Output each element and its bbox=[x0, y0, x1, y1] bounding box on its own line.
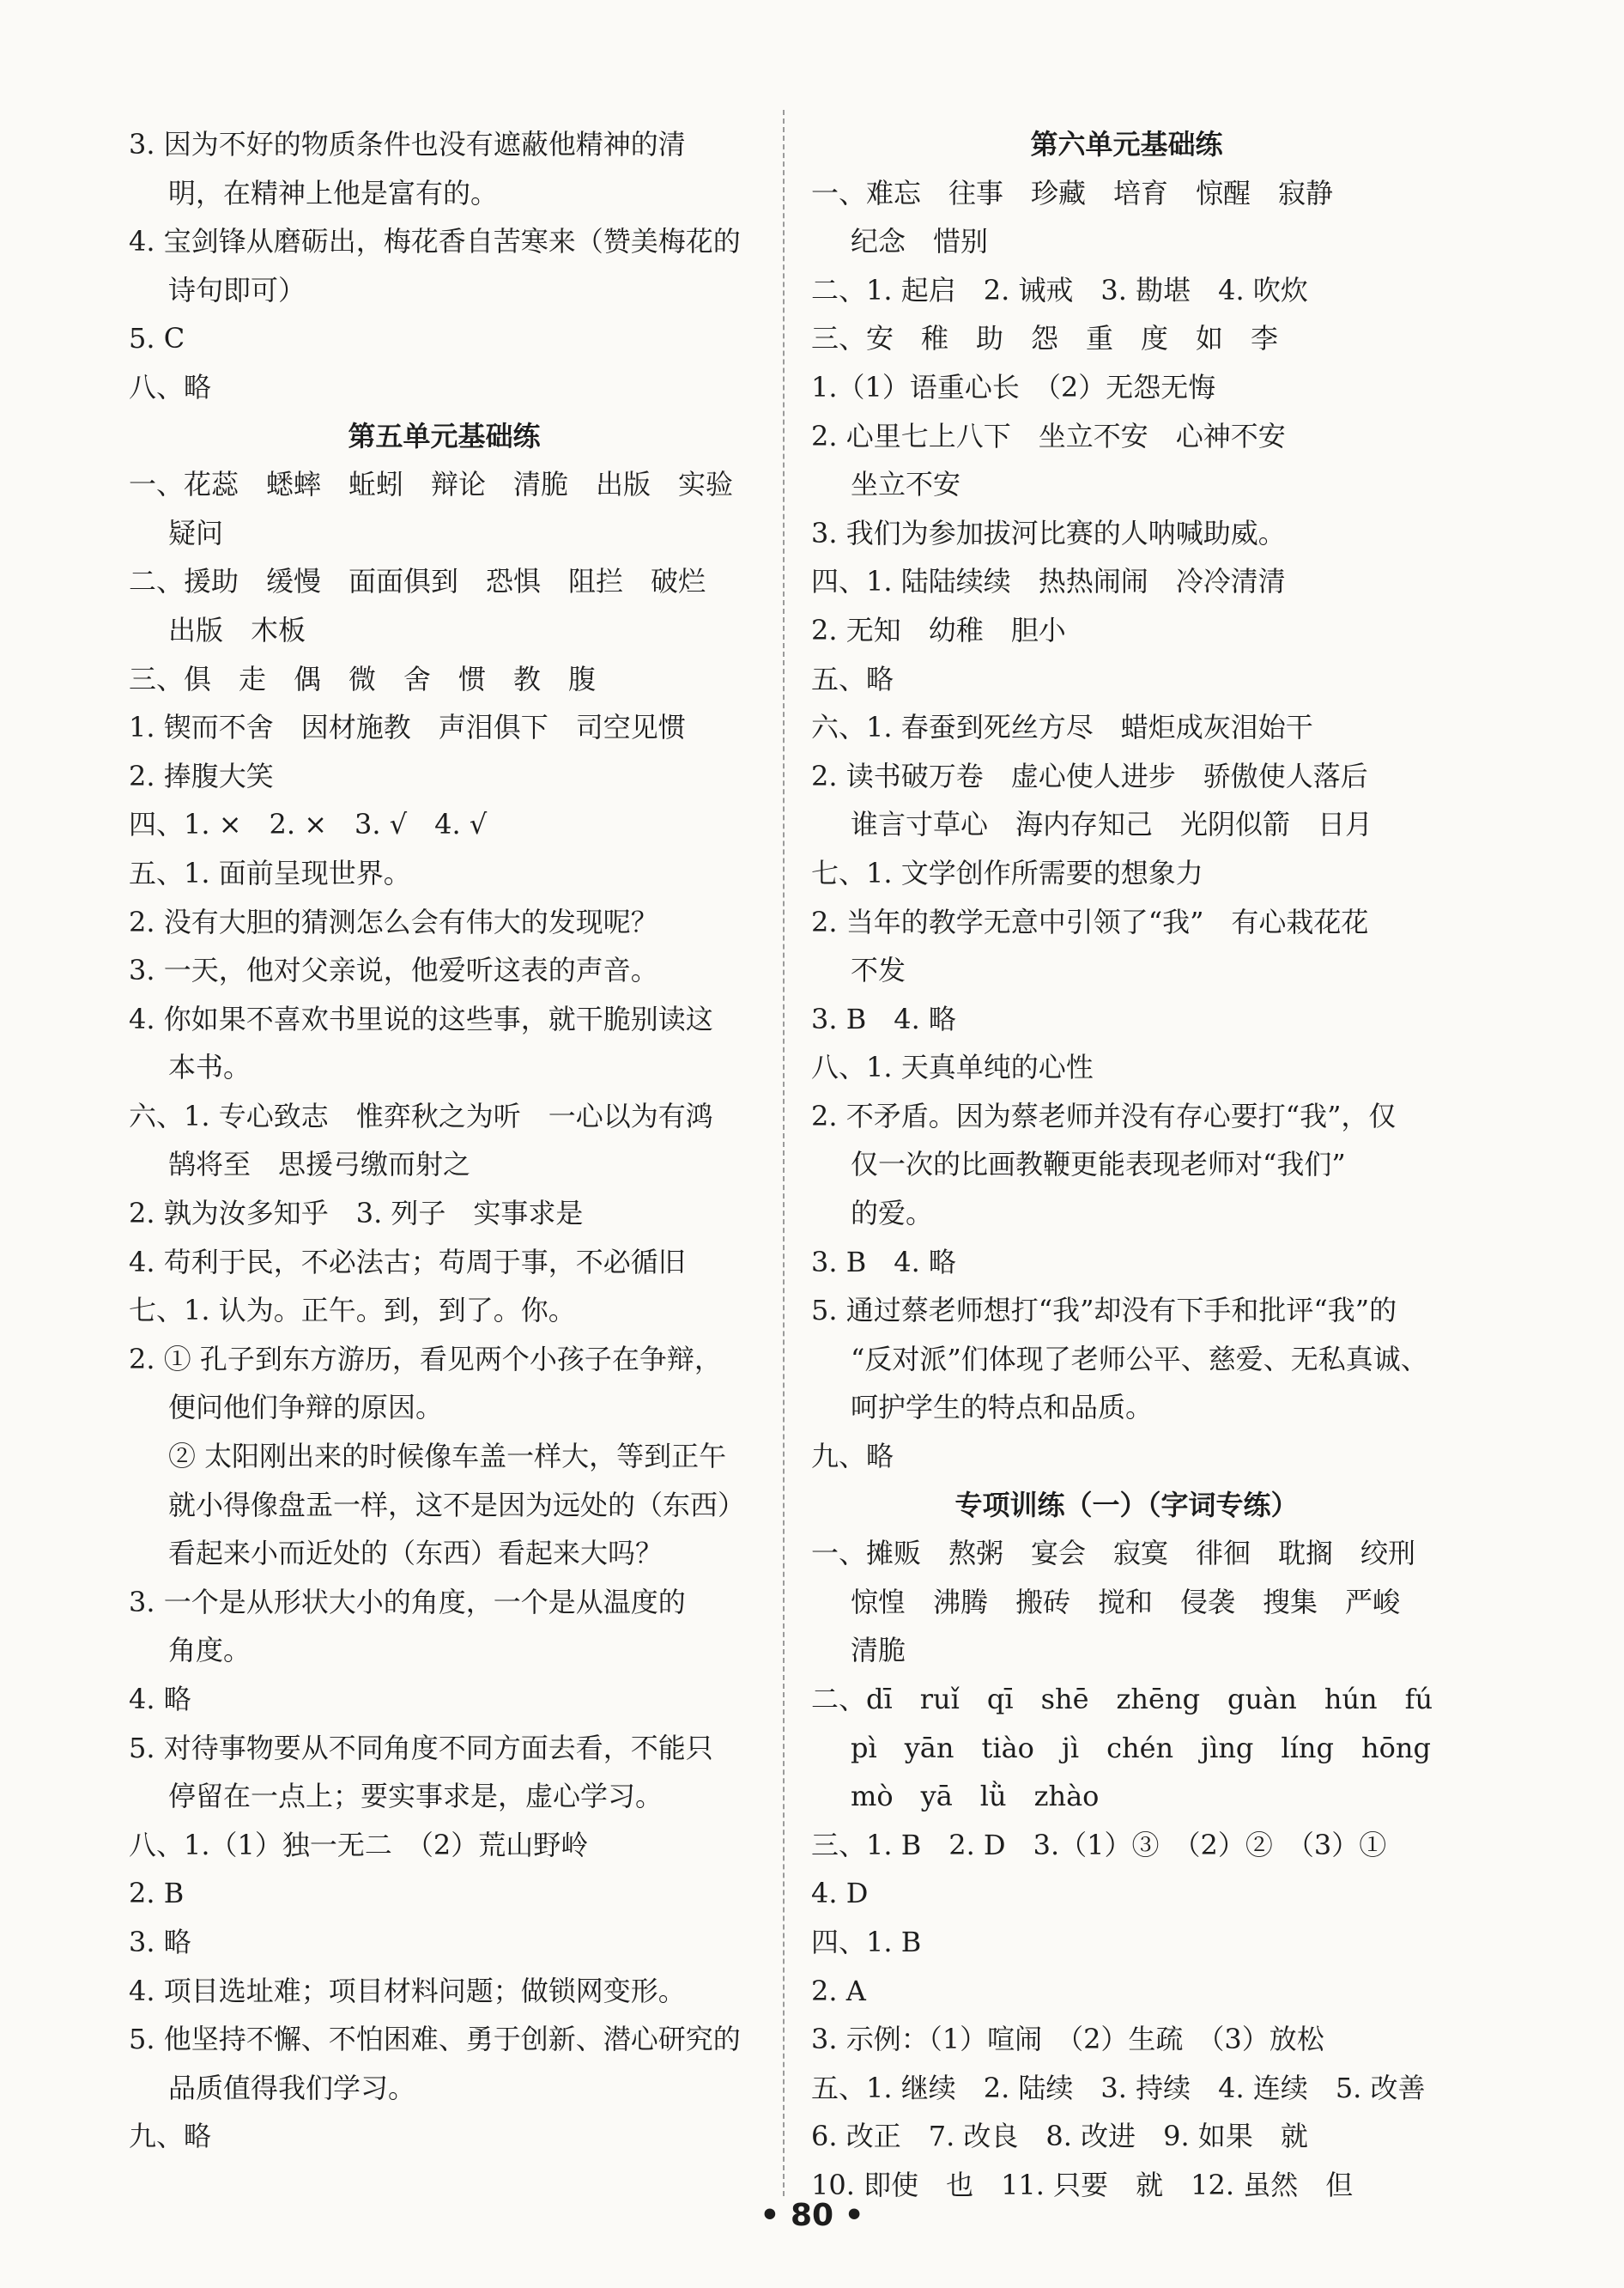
answer-line: 角度。 bbox=[168, 1634, 251, 1667]
answer-line: 二、1. 起启 2. 诫戒 3. 勘堪 4. 吹炊 bbox=[811, 273, 1308, 306]
answer-line: 3. 示例：（1）喧闹 （2）生疏 （3）放松 bbox=[811, 2023, 1324, 2056]
answer-line: 六、1. 春蚕到死丝方尽 蜡炬成灰泪始干 bbox=[811, 711, 1313, 744]
answer-line: 3. B 4. 略 bbox=[811, 1245, 956, 1278]
answer-line: 三、1. B 2. D 3.（1）③ （2）② （3）① bbox=[811, 1828, 1387, 1861]
answer-line: 便问他们争辩的原因。 bbox=[168, 1391, 444, 1424]
answer-line: 1. 锲而不舍 因材施教 声泪俱下 司空见惯 bbox=[129, 711, 686, 744]
answer-line: 2. 不矛盾。因为蔡老师并没有存心要打“我”，仅 bbox=[811, 1099, 1397, 1132]
answer-line: 3. 一个是从形状大小的角度，一个是从温度的 bbox=[129, 1585, 686, 1618]
answer-line: 2. 读书破万卷 虚心使人进步 骄傲使人落后 bbox=[811, 759, 1368, 792]
answer-line: 2. 捧腹大笑 bbox=[129, 759, 274, 792]
answer-line: 2. 当年的教学无意中引领了“我” 有心栽花花 bbox=[811, 905, 1369, 938]
answer-line: 5. 对待事物要从不同角度不同方面去看，不能只 bbox=[129, 1731, 713, 1764]
answer-line: 2. 心里七上八下 坐立不安 心神不安 bbox=[811, 419, 1286, 452]
answer-line: “反对派”们体现了老师公平、慈爱、无私真诚、 bbox=[851, 1342, 1428, 1375]
answer-line: 4. 略 bbox=[129, 1683, 191, 1715]
answer-line: 3. 略 bbox=[129, 1925, 191, 1958]
answer-line: 二、dī ruǐ qī shē zhēng guàn hún fú bbox=[811, 1683, 1433, 1715]
answer-line: 4. 宝剑锋从磨砺出，梅花香自苦寒来（赞美梅花的 bbox=[129, 225, 741, 258]
answer-line: 四、1. × 2. × 3. √ 4. √ bbox=[129, 808, 488, 841]
answer-line: 疑问 bbox=[168, 516, 224, 549]
answer-line: 六、1. 专心致志 惟弈秋之为听 一心以为有鸿 bbox=[129, 1099, 713, 1132]
column-divider bbox=[783, 110, 785, 2196]
answer-line: 看起来小而近处的（东西）看起来大吗？ bbox=[168, 1537, 664, 1570]
answer-line: 仅一次的比画教鞭更能表现老师对“我们” bbox=[851, 1148, 1346, 1181]
answer-line: 5. 通过蔡老师想打“我”却没有下手和批评“我”的 bbox=[811, 1294, 1397, 1327]
answer-line: 八、略 bbox=[129, 370, 212, 404]
answer-line: 出版 木板 bbox=[168, 613, 306, 646]
answer-line: 清脆 bbox=[851, 1634, 906, 1667]
answer-line: 三、安 稚 助 怨 重 度 如 李 bbox=[811, 322, 1279, 355]
answer-line: 四、1. 陆陆续续 热热闹闹 冷冷清清 bbox=[811, 565, 1286, 598]
answer-line: ② 太阳刚出来的时候像车盖一样大，等到正午 bbox=[168, 1440, 727, 1473]
answer-line: 3. 因为不好的物质条件也没有遮蔽他精神的清 bbox=[129, 128, 686, 161]
answer-line: 谁言寸草心 海内存知己 光阴似箭 日月 bbox=[851, 808, 1373, 841]
answer-line: 就小得像盘盂一样，这不是因为远处的（东西） bbox=[168, 1488, 746, 1521]
answer-line: 4. 苟利于民，不必法古；苟周于事，不必循旧 bbox=[129, 1245, 686, 1278]
answer-line: 诗句即可） bbox=[168, 273, 306, 306]
answer-line: 2. 孰为汝多知乎 3. 列子 实事求是 bbox=[129, 1197, 584, 1230]
answer-line: 10. 即使 也 11. 只要 就 12. 虽然 但 bbox=[811, 2168, 1354, 2201]
answer-line: 4. 你如果不喜欢书里说的这些事，就干脆别读这 bbox=[129, 1002, 713, 1035]
answer-line: 惊惶 沸腾 搬砖 搅和 侵袭 搜集 严峻 bbox=[851, 1585, 1401, 1618]
answer-line: 二、援助 缓慢 面面俱到 恐惧 阻拦 破烂 bbox=[129, 565, 706, 598]
answer-line: 五、略 bbox=[811, 662, 894, 695]
answer-line: mò yā lǜ zhào bbox=[851, 1780, 1100, 1813]
answer-line: 5. 他坚持不懈、不怕困难、勇于创新、潜心研究的 bbox=[129, 2023, 741, 2056]
answer-line: 2. 无知 幼稚 胆小 bbox=[811, 613, 1066, 646]
answer-line: 三、俱 走 偶 微 舍 惯 教 腹 bbox=[129, 662, 597, 695]
answer-line: 2. ① 孔子到东方游历，看见两个小孩子在争辩， bbox=[129, 1342, 722, 1375]
answer-line: 1.（1）语重心长 （2）无怨无悔 bbox=[811, 370, 1216, 404]
answer-line: 五、1. 继续 2. 陆续 3. 持续 4. 连续 5. 改善 bbox=[811, 2071, 1426, 2104]
answer-line: 四、1. B bbox=[811, 1925, 922, 1958]
section-title: 专项训练（一）（字词专练） bbox=[954, 1488, 1299, 1521]
answer-line: 停留在一点上；要实事求是，虚心学习。 bbox=[168, 1780, 664, 1813]
section-title: 第五单元基础练 bbox=[348, 419, 541, 452]
answer-line: 一、花蕊 蟋蟀 蚯蚓 辩论 清脆 出版 实验 bbox=[129, 468, 734, 501]
answer-line: 九、略 bbox=[129, 2120, 212, 2153]
answer-line: 品质值得我们学习。 bbox=[168, 2071, 416, 2104]
answer-line: 6. 改正 7. 改良 8. 改进 9. 如果 就 bbox=[811, 2120, 1308, 2153]
answer-line: 明，在精神上他是富有的。 bbox=[168, 176, 499, 209]
answer-line: 2. B bbox=[129, 1877, 185, 1910]
answer-line: 3. 一天，他对父亲说，他爱听这表的声音。 bbox=[129, 954, 658, 987]
answer-line: 的爱。 bbox=[851, 1197, 934, 1230]
answer-line: 坐立不安 bbox=[851, 468, 961, 501]
answer-line: 一、摊贩 熬粥 宴会 寂寞 徘徊 耽搁 绞刑 bbox=[811, 1537, 1416, 1570]
left-column bbox=[129, 120, 760, 2161]
answer-line: 一、难忘 往事 珍藏 培育 惊醒 寂静 bbox=[811, 176, 1334, 209]
section-title: 第六单元基础练 bbox=[1030, 128, 1223, 161]
answer-line: 2. A bbox=[811, 1974, 866, 2007]
answer-line: 八、1. 天真单纯的心性 bbox=[811, 1051, 1094, 1084]
page-number: • 80 • bbox=[760, 2198, 864, 2233]
answer-line: 七、1. 文学创作所需要的想象力 bbox=[811, 856, 1203, 889]
answer-line: 本书。 bbox=[168, 1051, 251, 1084]
answer-line: pì yān tiào jì chén jìng líng hōng bbox=[851, 1731, 1431, 1764]
answer-line: 七、1. 认为。正午。到，到了。你。 bbox=[129, 1294, 576, 1327]
answer-line: 2. 没有大胆的猜测怎么会有伟大的发现呢？ bbox=[129, 905, 658, 938]
right-column bbox=[811, 120, 1442, 2210]
answer-line: 不发 bbox=[851, 954, 906, 987]
answer-line: 五、1. 面前呈现世界。 bbox=[129, 856, 411, 889]
answer-line: 3. B 4. 略 bbox=[811, 1002, 956, 1035]
answer-line: 3. 我们为参加拔河比赛的人呐喊助威。 bbox=[811, 516, 1286, 549]
answer-line: 4. D bbox=[811, 1877, 869, 1910]
answer-line: 呵护学生的特点和品质。 bbox=[851, 1391, 1154, 1424]
answer-line: 八、1.（1）独一无二 （2）荒山野岭 bbox=[129, 1828, 589, 1861]
answer-line: 鹄将至 思援弓缴而射之 bbox=[168, 1148, 471, 1181]
answer-line: 九、略 bbox=[811, 1440, 894, 1473]
answer-line: 纪念 惜别 bbox=[851, 225, 989, 258]
answer-line: 5. C bbox=[129, 322, 185, 355]
answer-line: 4. 项目选址难；项目材料问题；做锁网变形。 bbox=[129, 1974, 686, 2007]
